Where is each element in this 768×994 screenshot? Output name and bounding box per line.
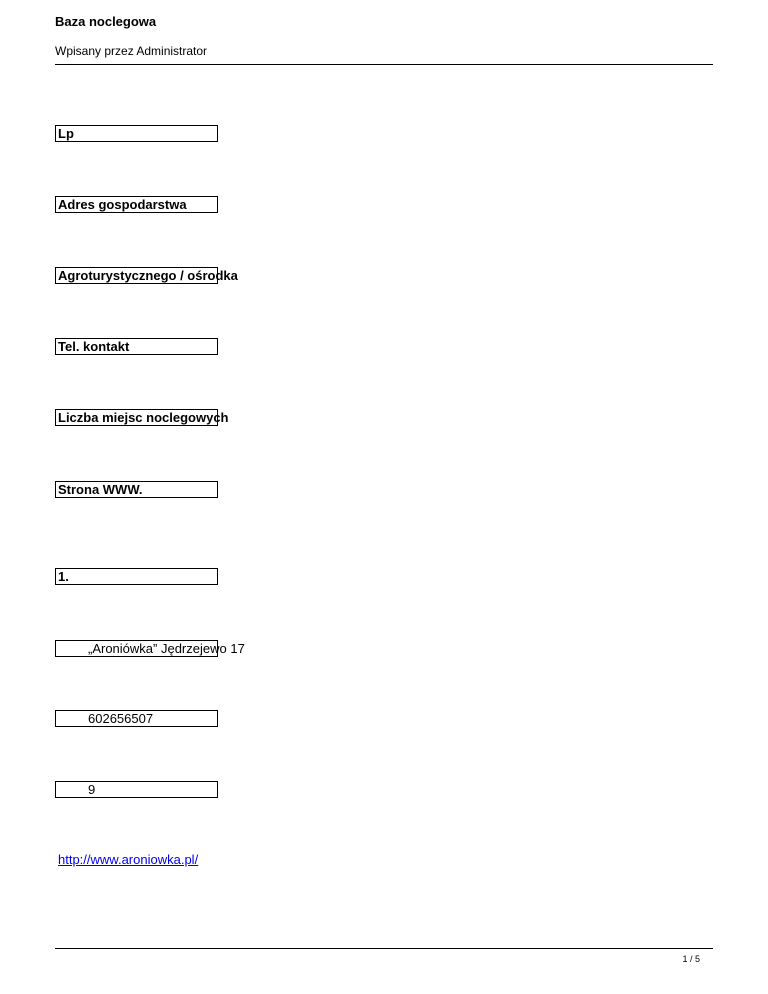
header-beds: Liczba miejsc noclegowych: [58, 410, 229, 425]
header-website: Strona WWW.: [58, 482, 143, 497]
footer-divider: [55, 948, 713, 949]
entry-name-address: „Aroniówka” Jędrzejewo 17: [88, 641, 245, 656]
website-link[interactable]: http://www.aroniowka.pl/: [58, 852, 199, 867]
page-title: Baza noclegowa: [55, 14, 157, 29]
entry-number: 1.: [58, 569, 69, 584]
entry-beds: 9: [88, 782, 96, 797]
author-line: Wpisany przez Administrator: [55, 44, 208, 58]
header-address: Adres gospodarstwa: [58, 197, 187, 212]
cell-box-lp: [55, 125, 218, 142]
cell-box-number: [55, 568, 218, 585]
header-type: Agroturystycznego / ośrodka: [58, 268, 238, 283]
header-lp: Lp: [58, 126, 74, 141]
page-number: 1 / 5: [682, 954, 700, 964]
header-divider: [55, 64, 713, 65]
cell-box-entry-beds: [55, 781, 218, 798]
header-phone: Tel. kontakt: [58, 339, 130, 354]
entry-phone: 602656507: [88, 711, 154, 726]
